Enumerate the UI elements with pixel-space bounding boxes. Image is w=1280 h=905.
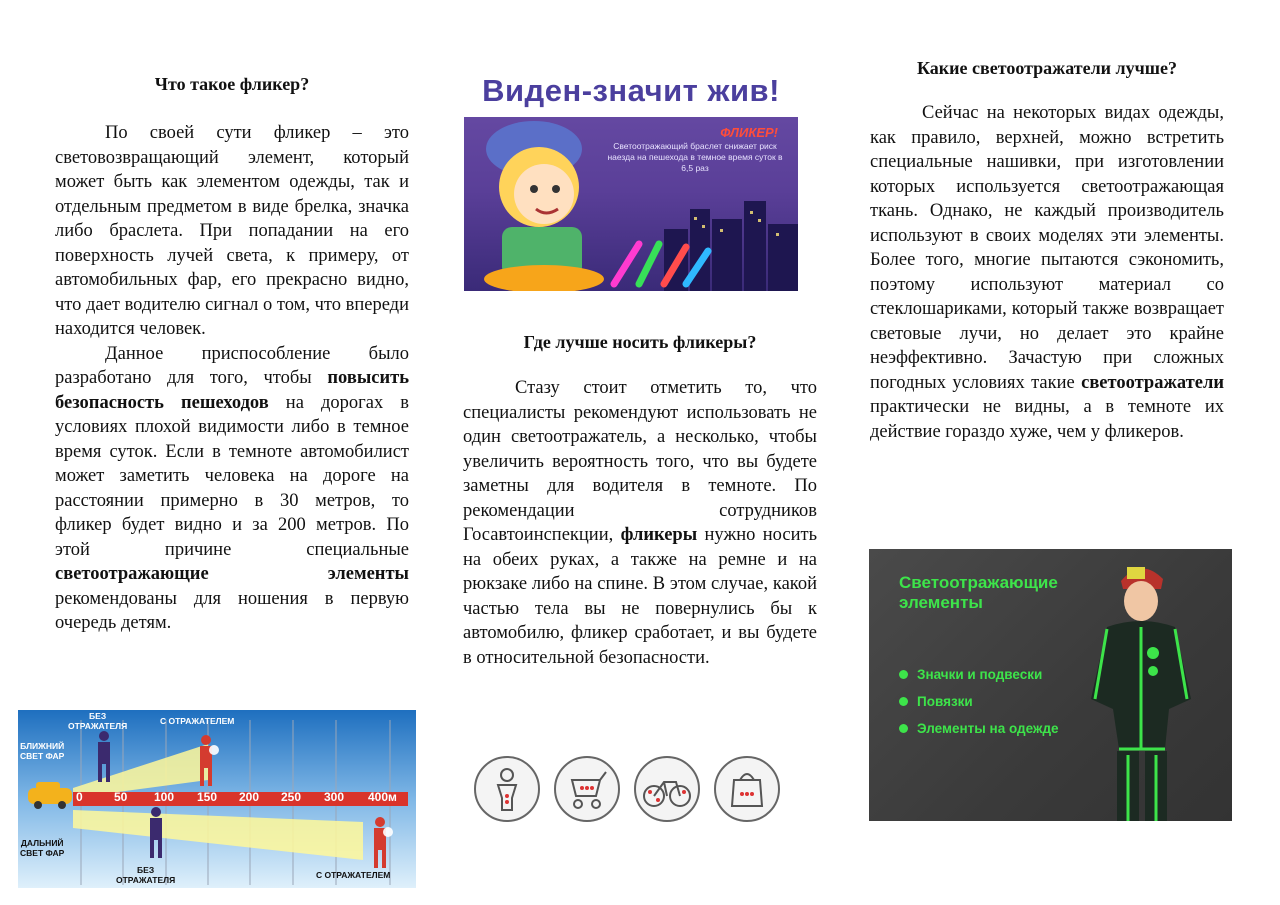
reflector-flash-icon-2 xyxy=(383,827,393,837)
photo-title: Светоотражающие элементы xyxy=(899,573,1058,612)
highlight-pedestrian-safety: повысить безопасность пешеходов xyxy=(55,368,409,413)
right-title: Какие светоотражатели лучше? xyxy=(916,58,1177,78)
photo-list-item: Значки и подвески xyxy=(899,661,1059,688)
near-beam xyxy=(73,744,208,798)
photo-list-item: Повязки xyxy=(899,688,1059,715)
flicker-placement-icons xyxy=(470,752,790,824)
label-bottom-with-reflector: С ОТРАЖАТЕЛЕМ xyxy=(316,870,391,880)
poster-headline: Виден-значит жив! xyxy=(464,69,798,117)
label-bottom-no-reflector: БЕЗ ОТРАЖАТЕЛЯ xyxy=(116,865,176,885)
left-column xyxy=(55,72,409,636)
highlight-flickers: фликеры xyxy=(620,525,698,545)
highlight-reflectors: светоотражатели xyxy=(1081,372,1224,393)
label-near-light: БЛИЖНИЙ СВЕТ ФАР xyxy=(20,741,65,761)
scale-label-100: 100 xyxy=(154,790,175,804)
stroller-icon xyxy=(554,756,620,822)
scale-label-250: 250 xyxy=(281,790,302,804)
poster-brand: ФЛИКЕР! xyxy=(720,125,778,140)
pedestrian-no-reflector-top xyxy=(98,731,110,782)
flicker-poster xyxy=(464,69,798,291)
scale-label-0: 0 xyxy=(76,790,83,804)
label-top-no-reflector: БЕЗ ОТРАЖАТЕЛЯ xyxy=(68,711,128,731)
visibility-distance-diagram xyxy=(18,710,416,888)
right-paragraph: Сейчас на некоторых видах одежды, как правило, верхней, можно встретить специальные нашивки, при изготовлении которых используется светоотражающая ткань. Однако, не каждый производитель используют в своих моделях эти элементы. Более того, многие пытаются сэкономить, поэтому используют материал со стеклошариками, который также возвращает световые лучи, но делает это крайне неэффективно. Зачастую при сложных погодных условиях такие светоотражатели практически не видны, а в темноте их действие гораздо хуже, чем у фликеров. xyxy=(870,103,1224,442)
middle-paragraph: Стазу стоит отметить то, что специалисты рекомендуют использовать не один светоотражатель, а несколько, чтобы увеличить вероятность того, что вы будете заметны для водителя в темноте. По рекомендации сотрудников Госавтоинспекции, фликеры нужно носить на обеих руках, а также на ремне и на рюкзаке либо на спине. В этом случае, какой частью тела вы не повернулись бы к автомобилю, фликер сработает, и вы будете в относительной безопасности. xyxy=(463,378,817,668)
kid-face xyxy=(514,164,574,224)
scale-label-300: 300 xyxy=(324,790,345,804)
left-title: Что такое фликер? xyxy=(154,74,310,94)
pedestrian-with-reflector-bottom xyxy=(374,817,386,868)
highlight-reflective-elements: светоотражающие элементы xyxy=(55,564,409,584)
left-paragraph-2: Данное приспособление было разработано для того, чтобы повысить безопасность пешеходов на дорогах в условиях плохой видимости либо в темное время суток. Если в темноте автомобилист может заметить человека на дороге на расстоянии примерно в 30 метров, то фликер будет видно и за 200 метров. По этой причине специальные светоотражающие элементы рекомендованы для ношения в первую очередь детям. xyxy=(55,343,409,633)
label-far-light: ДАЛЬНИЙ СВЕТ ФАР xyxy=(20,838,65,858)
photo-list-item: Элементы на одежде xyxy=(899,715,1059,742)
label-top-with-reflector: С ОТРАЖАТЕЛЕМ xyxy=(160,716,235,726)
middle-column xyxy=(463,330,817,670)
middle-title: Где лучше носить фликеры? xyxy=(523,332,757,352)
poster-illustration xyxy=(464,69,798,291)
scale-label-400: 400м xyxy=(368,790,397,804)
person-icon xyxy=(474,756,540,822)
right-column xyxy=(870,56,1224,444)
boy-figure xyxy=(869,549,1232,821)
scale-label-200: 200 xyxy=(239,790,260,804)
left-paragraph-1: По своей сути фликер – это световозвращающий элемент, который может быть как элементом одежды, так и отдельным предметом в виде брелка, значка либо браслета. При попадании на его поверхность лучей света, к примеру, от автомобильных фар, его прекрасно видно, что дает водителю сигнал о том, что впереди находится человек. xyxy=(55,123,409,339)
far-beam xyxy=(73,810,363,860)
poster-note: Светоотражающий браслет снижает риск наезда на пешехода в темное время суток в 6,5 раз xyxy=(607,141,783,173)
scale-label-50: 50 xyxy=(114,790,128,804)
pedestrian-no-reflector-bottom xyxy=(150,807,162,858)
skateboard xyxy=(484,265,604,291)
reflector-flash-icon xyxy=(209,745,219,755)
bicycle-icon xyxy=(634,756,700,822)
bag-icon xyxy=(714,756,780,822)
scale-label-150: 150 xyxy=(197,790,218,804)
reflective-elements-photo xyxy=(869,549,1232,821)
